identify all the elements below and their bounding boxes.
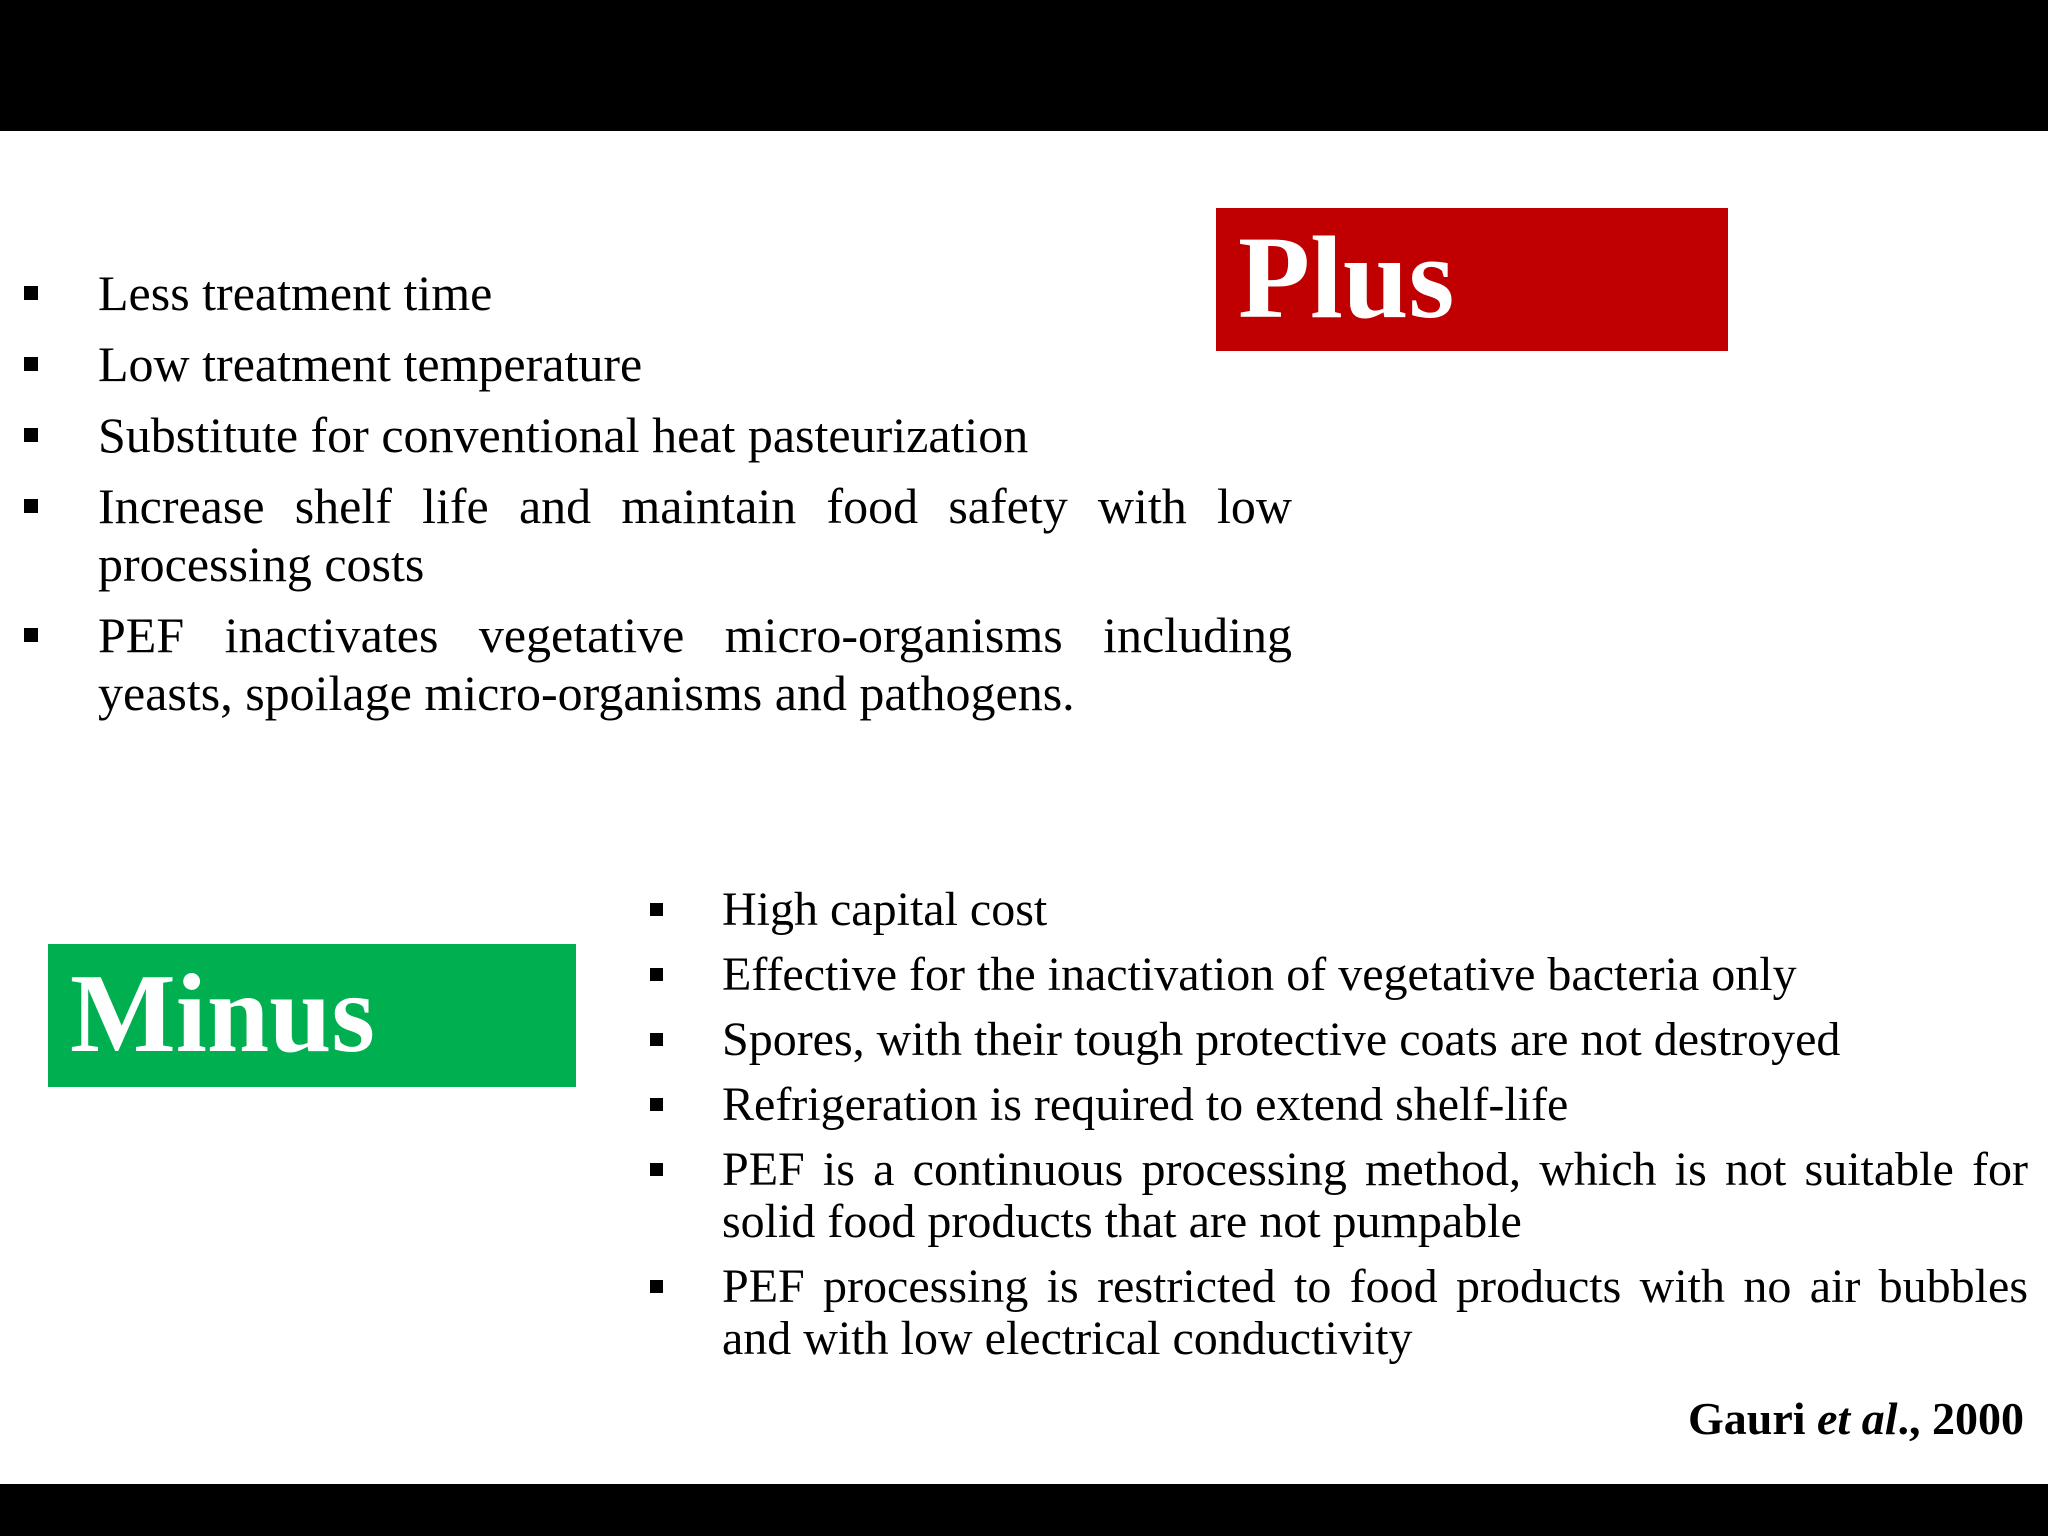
plus-label: Plus [1238,212,1455,343]
minus-bullet-item [722,1144,2028,1248]
plus-bullet-list [98,264,1292,735]
minus-label-box [48,944,576,1087]
minus-bullet-item [722,1261,2028,1365]
plus-bullet-text: Substitute for conventional heat pasteurization [98,407,1029,463]
square-bullet-icon [650,1098,663,1111]
minus-bullet-text: Spores, with their tough protective coats are not destroyed [722,1013,1841,1066]
minus-bullet-text: PEF is a continuous processing method, which is not suitable for solid food products that are not pumpable [722,1143,2028,1248]
minus-bullet-item [722,949,2028,1001]
plus-bullet-item [98,477,1292,593]
plus-bullet-item [98,606,1292,722]
minus-bullet-text: High capital cost [722,883,1048,936]
plus-bullet-item [98,406,1292,464]
square-bullet-icon [24,286,38,300]
square-bullet-icon [650,1033,663,1046]
plus-bullet-item [98,335,1292,393]
square-bullet-icon [650,903,663,916]
citation-year: ., 2000 [1897,1393,2024,1444]
citation-author: Gauri [1687,1393,1818,1444]
minus-bullet-item [722,884,2028,936]
square-bullet-icon [650,1280,663,1293]
minus-bullet-text: PEF processing is restricted to food products with no air bubbles and with low electrical conductivity [722,1260,2028,1365]
top-black-bar [0,0,2048,131]
bottom-black-bar [0,1484,2048,1536]
citation [1688,1393,2024,1445]
square-bullet-icon [24,357,38,371]
minus-bullet-item [722,1014,2028,1066]
minus-bullet-item [722,1079,2028,1131]
plus-bullet-text: Increase shelf life and maintain food safety with low processing costs [98,478,1292,592]
plus-label-box [1216,208,1728,351]
square-bullet-icon [24,628,38,642]
minus-bullet-list [722,884,2028,1378]
plus-bullet-text: PEF inactivates vegetative micro-organisms including yeasts, spoilage micro-organisms and pathogens. [98,607,1292,721]
minus-bullet-text: Effective for the inactivation of vegetative bacteria only [722,948,1797,1001]
citation-etal: et al [1817,1393,1898,1444]
square-bullet-icon [24,499,38,513]
minus-label: Minus [70,952,375,1076]
plus-bullet-item [98,264,1292,322]
minus-bullet-text: Refrigeration is required to extend shelf-life [722,1078,1569,1131]
plus-bullet-text: Less treatment time [98,265,493,321]
square-bullet-icon [24,428,38,442]
square-bullet-icon [650,1163,663,1176]
square-bullet-icon [650,968,663,981]
plus-bullet-text: Low treatment temperature [98,336,643,392]
